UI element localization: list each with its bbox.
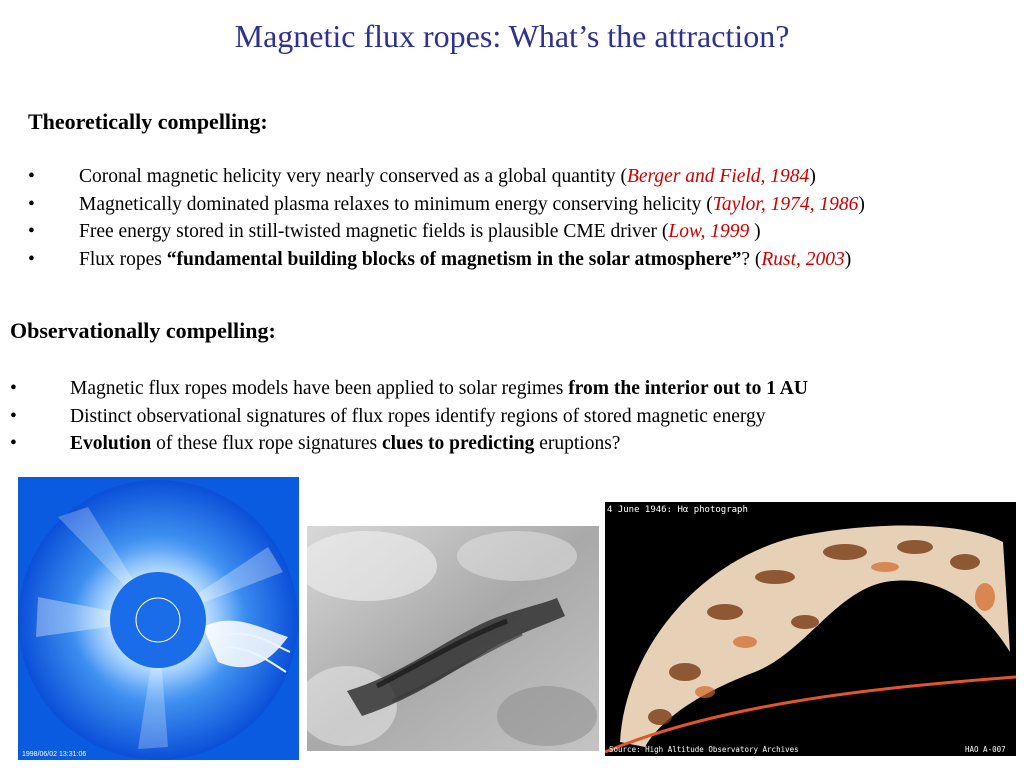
prominence-caption-top: 4 June 1946: Hα photograph [607,505,748,515]
bullet-dot: • [28,166,35,187]
item-bold: “fundamental building blocks of magnetism in the solar atmosphere” [166,248,742,270]
citation: Rust, 2003 [761,248,845,270]
bullet-dot: • [10,405,17,427]
coronagraph-graphic [18,477,299,760]
item-text: of these flux rope signatures [151,433,382,454]
item-mid: ? ( [741,248,762,270]
item-text: Coronal magnetic helicity very nearly conserved as a global quantity ( [79,166,627,187]
item-bold: from the interior out to 1 AU [568,378,808,399]
citation: Berger and Field, 1984 [626,166,810,187]
item-text: Distinct observational signatures of flux ropes identify regions of stored magnetic energy [70,405,766,427]
item-text: Flux ropes [79,248,167,270]
prominence-image [605,502,1016,756]
item-text: Free energy stored in still-twisted magnetic fields is plausible CME driver ( [79,221,669,242]
item-text: Magnetically dominated plasma relaxes to minimum energy conserving helicity ( [79,193,713,215]
item-tail: ) [809,166,816,187]
prominence-code: HAO A-007 [965,745,1006,754]
bullet-dot: • [10,378,17,399]
item-tail: ) [858,193,865,215]
theory-heading: Theoretically compelling: [28,109,268,134]
item-bold: clues to predicting [381,433,535,454]
item-tail: ) [844,248,852,270]
slide-title: Magnetic flux ropes: What’s the attraction? [234,18,790,54]
citation: Taylor, 1974, 1986 [712,193,859,215]
prominence-graphic [605,502,1016,756]
bullet-dot: • [28,193,35,215]
bullet-dot: • [28,248,35,270]
item-tail: eruptions? [534,433,621,454]
prominence-caption-bottom: Source: High Altitude Observatory Archives [609,745,799,754]
filament-image [307,526,599,751]
bullet-dot: • [28,221,35,242]
observation-heading: Observationally compelling: [10,318,276,343]
coronagraph-image [18,477,299,760]
lasco-timestamp: 1998/06/02 13:31:06 [22,751,87,758]
filament-graphic [307,526,599,751]
item-tail: ) [754,221,761,242]
bullet-dot: • [10,433,17,454]
item-text: Magnetic flux ropes models have been applied to solar regimes [70,378,569,399]
item-bold: Evolution [70,433,152,454]
citation: Low, 1999 [668,221,755,242]
